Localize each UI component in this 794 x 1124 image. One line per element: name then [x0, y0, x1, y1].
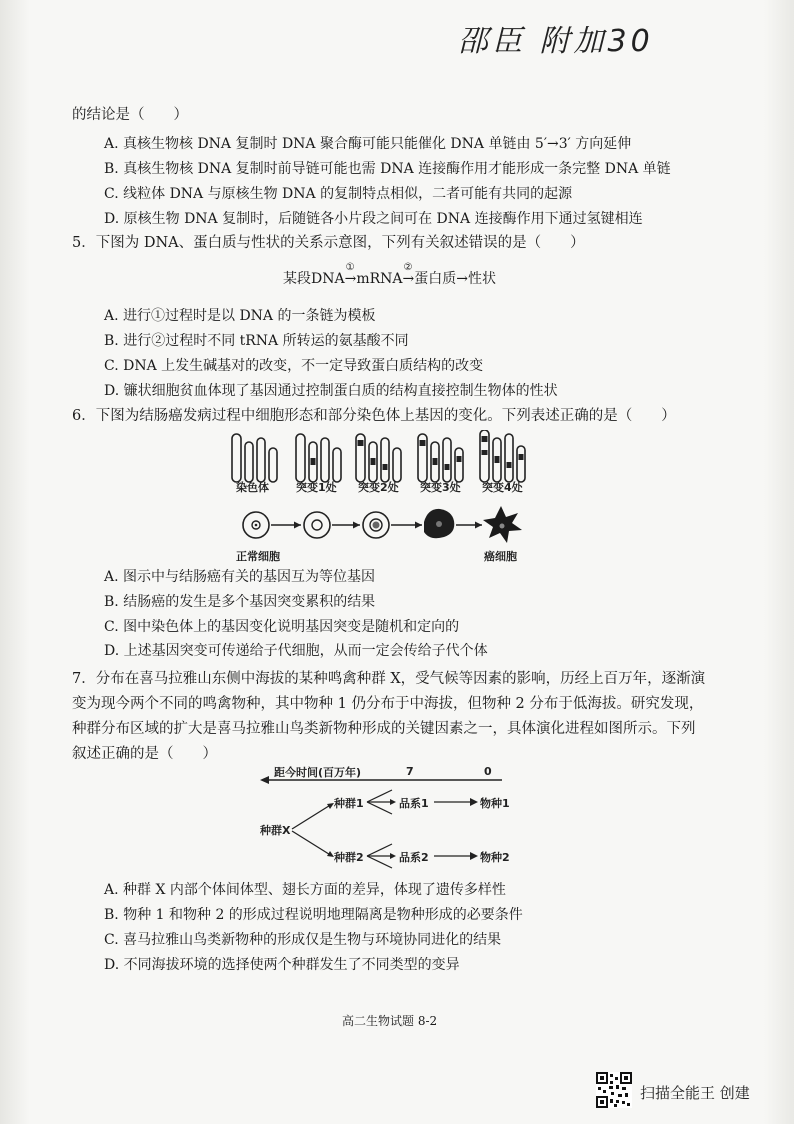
formula-arrow-2	[402, 262, 415, 287]
q4-option-b: B. 真核生物核 DNA 复制时前导链可能也需 DNA 连接酶作用才能形成一条完整 DNA 单链	[104, 161, 671, 177]
q6-option-a: A. 图示中与结肠癌有关的基因互为等位基因	[104, 569, 376, 585]
formula-circle-1: ①	[345, 262, 355, 273]
cell-stage-2	[304, 512, 330, 538]
q7-option-d: D. 不同海拔环境的选择使两个种群发生了不同类型的变异	[104, 957, 460, 973]
formula-protein-trait: 蛋白质→性状	[414, 271, 496, 287]
label-mutation-2: 突变2处	[358, 481, 399, 494]
chromosome-set-4	[480, 430, 525, 482]
label-cancer-cell: 癌细胞	[484, 550, 517, 563]
page-footer: 高二生物试题 8-2	[342, 1014, 438, 1028]
q6-option-d: D. 上述基因突变可传递给子代细胞，从而一定会传给子代个体	[104, 643, 488, 659]
q5-option-b: B. 进行②过程时不同 tRNA 所转运的氨基酸不同	[104, 333, 409, 349]
q7-option-c: C. 喜马拉雅山鸟类新物种的形成仅是生物与环境协同进化的结果	[104, 932, 502, 948]
timeline-label: 距今时间(百万年)	[274, 766, 362, 779]
node-population-x: 种群X	[260, 824, 291, 837]
q6-option-b: B. 结肠癌的发生是多个基因突变累积的结果	[104, 594, 376, 610]
timeline-tick-7: 7	[406, 765, 414, 778]
arrow-2-glyph: →	[402, 271, 415, 287]
q4-option-a: A. 真核生物核 DNA 复制时 DNA 聚合酶可能只能催化 DNA 单链由 5′→3′ 方向延伸	[104, 136, 632, 152]
node-species-1: 物种1	[480, 797, 510, 810]
chromosome-set-2	[356, 434, 401, 482]
q7-stem-line-4: 叙述正确的是（ ）	[72, 746, 217, 762]
node-strain-1: 品系1	[399, 797, 429, 810]
q6-stem: 6．下图为结肠癌发病过程中细胞形态和部分染色体上基因的变化。下列表述正确的是（ ）	[72, 408, 676, 424]
node-species-2: 物种2	[480, 851, 510, 864]
formula-dna: 某段DNA	[283, 271, 345, 287]
cell-cancer	[483, 506, 522, 543]
q7-option-b: B. 物种 1 和物种 2 的形成过程说明地理隔离是物种形成的必要条件	[104, 907, 523, 923]
chromosome-set-0	[232, 434, 277, 482]
qr-code-icon	[596, 1072, 632, 1108]
node-population-1: 种群1	[334, 797, 364, 810]
camscanner-watermark: 扫描全能王 创建	[640, 1084, 750, 1102]
q7-figure	[256, 762, 512, 872]
q5-stem: 5．下图为 DNA、蛋白质与性状的关系示意图，下列有关叙述错误的是（ ）	[72, 235, 585, 251]
q5-option-c: C. DNA 上发生碱基对的改变，不一定导致蛋白质结构的改变	[104, 358, 484, 374]
chromosome-set-1	[296, 434, 341, 482]
arrow-1-glyph: →	[344, 271, 357, 287]
q5-option-d: D. 镰状细胞贫血体现了基因通过控制蛋白质的结构直接控制生物体的性状	[104, 383, 558, 399]
formula-circle-2: ②	[403, 262, 413, 273]
q6-option-c: C. 图中染色体上的基因变化说明基因突变是随机和定向的	[104, 619, 460, 635]
formula-arrow-1	[344, 262, 357, 287]
q4-stem-end: 的结论是（ ）	[72, 107, 188, 123]
scan-edge-right	[764, 0, 794, 1124]
label-chromosome: 染色体	[236, 481, 269, 494]
label-mutation-1: 突变1处	[296, 481, 337, 494]
q4-option-d: D. 原核生物 DNA 复制时，后随链各小片段之间可在 DNA 连接酶作用下通过氢键相连	[104, 211, 643, 227]
node-population-2: 种群2	[334, 851, 364, 864]
q7-stem-line-2: 变为现今两个不同的鸣禽物种，其中物种 1 仍分布于中海拔，但物种 2 分布于低海拔。研究发现，	[72, 696, 704, 712]
label-normal-cell: 正常细胞	[236, 550, 280, 563]
label-mutation-4: 突变4处	[482, 481, 523, 494]
timeline-tick-0: 0	[484, 765, 492, 778]
q5-formula	[283, 262, 496, 288]
q7-stem-line-1: 7．分布在喜马拉雅山东侧中海拔的某种鸣禽种群 X，受气候等因素的影响，历经上百万年，逐渐演	[72, 671, 706, 687]
q5-option-a: A. 进行①过程时是以 DNA 的一条链为模板	[104, 308, 376, 324]
handwritten-note: 邵臣 附加30	[458, 24, 654, 59]
node-strain-2: 品系2	[399, 851, 429, 864]
chromosome-set-3	[418, 434, 463, 482]
q7-stem-line-3: 种群分布区域的扩大是喜马拉雅山鸟类新物种形成的关键因素之一，具体演化进程如图所示。下列	[72, 721, 696, 737]
formula-mrna: mRNA	[356, 271, 403, 287]
cell-normal	[243, 512, 269, 538]
q7-option-a: A. 种群 X 内部个体间体型、翅长方面的差异，体现了遗传多样性	[104, 882, 506, 898]
scan-edge-left	[0, 0, 30, 1124]
cell-stage-4	[424, 509, 454, 538]
label-mutation-3: 突变3处	[420, 481, 461, 494]
q4-option-c: C. 线粒体 DNA 与原核生物 DNA 的复制特点相似，二者可能有共同的起源	[104, 186, 573, 202]
cell-stage-3	[363, 512, 389, 538]
q6-figure	[226, 430, 556, 565]
